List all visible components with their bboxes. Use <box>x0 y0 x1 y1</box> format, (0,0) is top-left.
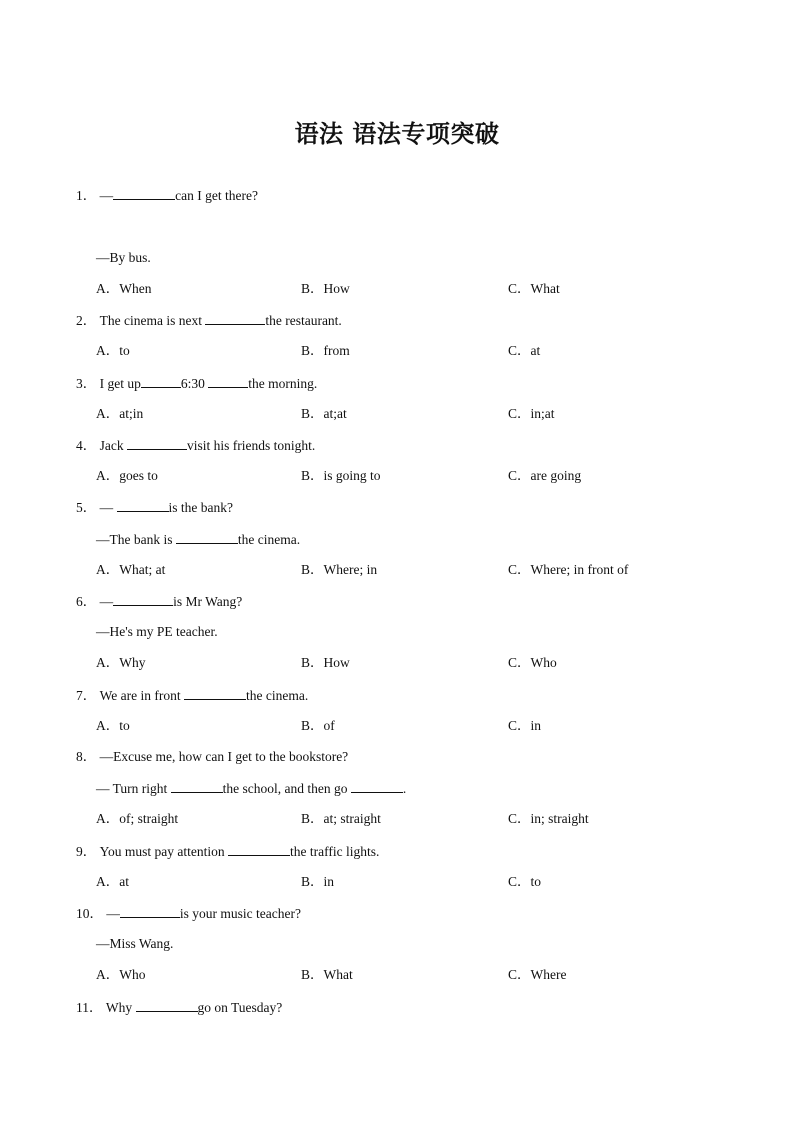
question-10-stem: 10． — is your music teacher? <box>76 906 301 921</box>
option-c[interactable]: C．in; straight <box>508 811 589 826</box>
question-number: 1． <box>76 188 97 203</box>
question-number: 10． <box>76 906 103 921</box>
option-b[interactable]: B．in <box>301 874 335 889</box>
option-a[interactable]: A．Why <box>96 655 146 670</box>
option-c[interactable]: C．Where <box>508 967 567 982</box>
question-4-stem: 4． Jack visit his friends tonight. <box>76 438 316 453</box>
option-b[interactable]: B．at;at <box>301 406 347 421</box>
question-5-reply: —The bank is the cinema. <box>96 532 301 547</box>
option-a[interactable]: A．at <box>96 874 129 889</box>
answer-blank[interactable] <box>136 998 198 1012</box>
answer-blank[interactable] <box>205 311 265 325</box>
answer-blank[interactable] <box>184 686 246 700</box>
option-a[interactable]: A．at;in <box>96 406 144 421</box>
answer-blank[interactable] <box>113 592 173 606</box>
option-c[interactable]: C．Where; in front of <box>508 562 629 577</box>
answer-blank[interactable] <box>113 186 175 200</box>
answer-blank[interactable] <box>117 498 169 512</box>
option-c[interactable]: C．to <box>508 874 542 889</box>
option-a[interactable]: A．What; at <box>96 562 166 577</box>
page-title: 语法 语法专项突破 <box>294 120 500 148</box>
question-3-stem: 3． I get up 6:30 the morning. <box>76 376 318 391</box>
question-6-reply: —He's my PE teacher. <box>96 624 218 639</box>
option-c[interactable]: C．Who <box>508 655 557 670</box>
option-b[interactable]: B．at; straight <box>301 811 381 826</box>
option-c[interactable]: C．are going <box>508 468 582 483</box>
answer-blank[interactable] <box>127 436 187 450</box>
option-a[interactable]: A．Who <box>96 967 146 982</box>
option-c[interactable]: C．at <box>508 343 541 358</box>
option-b[interactable]: B．of <box>301 718 335 733</box>
question-10-reply: —Miss Wang. <box>96 936 174 951</box>
option-a[interactable]: A．When <box>96 281 152 296</box>
question-number: 4． <box>76 438 97 453</box>
answer-blank[interactable] <box>176 530 238 544</box>
question-number: 2． <box>76 313 97 328</box>
question-6-stem: 6． — is Mr Wang? <box>76 594 243 609</box>
option-b[interactable]: B．What <box>301 967 353 982</box>
answer-blank[interactable] <box>351 779 403 793</box>
answer-blank[interactable] <box>171 779 223 793</box>
option-a[interactable]: A．of; straight <box>96 811 179 826</box>
option-c[interactable]: C．in <box>508 718 542 733</box>
question-number: 9． <box>76 844 97 859</box>
question-2-stem: 2． The cinema is next the restaurant. <box>76 313 342 328</box>
option-b[interactable]: B．How <box>301 281 350 296</box>
question-5-stem: 5． — is the bank? <box>76 500 233 515</box>
option-b[interactable]: B．How <box>301 655 350 670</box>
option-c[interactable]: C．in;at <box>508 406 555 421</box>
question-number: 6． <box>76 594 97 609</box>
question-number: 8． <box>76 749 97 764</box>
question-number: 7． <box>76 688 97 703</box>
question-8-stem: 8． —Excuse me, how can I get to the bookstore? <box>76 749 349 764</box>
answer-blank[interactable] <box>228 842 290 856</box>
question-11-stem: 11． Why go on Tuesday? <box>76 1000 283 1015</box>
option-b[interactable]: B．from <box>301 343 350 358</box>
question-number: 3． <box>76 376 97 391</box>
question-number: 5． <box>76 500 97 515</box>
question-number: 11． <box>76 1000 103 1015</box>
question-8-reply: — Turn right the school, and then go . <box>96 781 407 796</box>
question-7-stem: 7． We are in front the cinema. <box>76 688 309 703</box>
answer-blank[interactable] <box>208 374 248 388</box>
option-b[interactable]: B．is going to <box>301 468 381 483</box>
option-a[interactable]: A．goes to <box>96 468 158 483</box>
question-9-stem: 9． You must pay attention the traffic lights. <box>76 844 380 859</box>
option-b[interactable]: B．Where; in <box>301 562 378 577</box>
answer-blank[interactable] <box>120 904 180 918</box>
option-a[interactable]: A．to <box>96 718 130 733</box>
question-1-reply: —By bus. <box>96 250 151 265</box>
question-1-stem: 1． — can I get there? <box>76 188 258 203</box>
option-a[interactable]: A．to <box>96 343 130 358</box>
option-c[interactable]: C．What <box>508 281 560 296</box>
answer-blank[interactable] <box>141 374 181 388</box>
